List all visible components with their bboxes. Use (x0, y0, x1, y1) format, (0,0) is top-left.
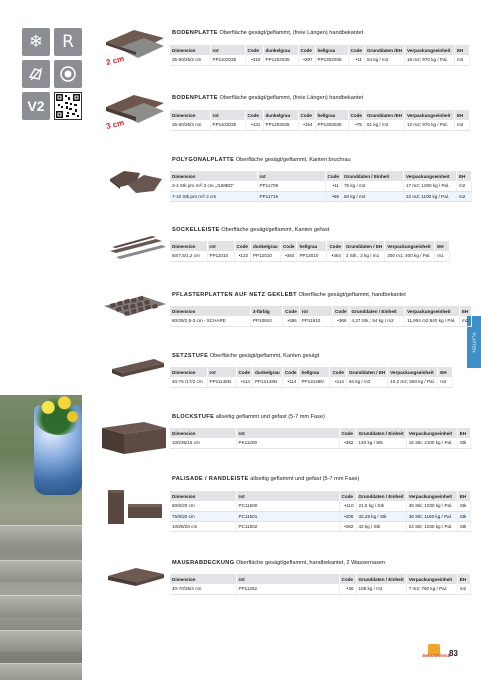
slab-image (106, 167, 164, 197)
table-cell: PP12010 (250, 251, 280, 261)
table-cell: •36 (339, 584, 356, 594)
product-subtitle: Oberfläche gesägt/geflammt, Kanten gefast (221, 227, 330, 233)
table-cell: PP1102035 (210, 55, 245, 65)
column-header: Dimension (170, 367, 207, 377)
table-cell: 12 m2; 970 kg / Pal. (404, 120, 454, 130)
product-title: PFLASTERPLATTEN AUF NETZ GEKLEBT (172, 292, 297, 298)
column-header: rot (299, 306, 332, 316)
column-header: Code (282, 367, 298, 377)
spec-table (170, 574, 471, 595)
column-header: rot (210, 110, 245, 120)
table-cell: 48 Stk; 1030 kg / Pal. (406, 501, 457, 511)
spec-table (170, 171, 472, 202)
column-header: Verpackungseinheit (405, 306, 460, 316)
column-header: Code (283, 306, 299, 316)
table-cell: •114 (282, 377, 298, 387)
product-subtitle: Oberfläche gesägt/geflammt, Kanten gesägt (209, 353, 320, 359)
table-cell: 15 Stk; 2100 kg / Pal. (406, 438, 457, 448)
table-cell: 32,25 kg / Stk (356, 511, 406, 521)
hand-care-icon (22, 60, 50, 88)
product-subtitle: Oberfläche gesägt/geflammt, (freie Längen) handbekantet (219, 30, 364, 36)
table-cell: 60/39/2,5-3 cm - SCHARE (170, 316, 250, 326)
table-cell: •131 (245, 120, 263, 130)
column-header: EH (438, 367, 453, 377)
table-cell: 3-4 Stk.pro m²/ 3 cm „JUMBO“ (170, 181, 257, 191)
table-cell: m1 (435, 251, 450, 261)
table-cell: •11 (325, 181, 341, 191)
table-cell: m2 (457, 584, 470, 594)
table-cell: 54 kg / m2 (346, 377, 387, 387)
column-header: Verpackungseinheit (406, 428, 457, 438)
column-header: Verpackungseinheit (404, 110, 454, 120)
table-cell: 18 m2; 970 kg / Pal. (404, 55, 454, 65)
product-title: SETZSTUFE (172, 353, 209, 359)
column-header: rot (257, 171, 325, 181)
column-header: Code (245, 45, 263, 55)
table-cell: PP11910 (299, 316, 332, 326)
column-header: rot (236, 428, 339, 438)
table-row (170, 55, 469, 65)
slab-image (110, 357, 166, 381)
column-header: Grunddaten / Einheit (356, 491, 406, 501)
table-row (170, 438, 470, 448)
table-cell: 76 kg / m2 (341, 181, 403, 191)
table-row (170, 191, 471, 201)
table-cell: 17 m2; 1290 kg / Pal. (403, 181, 456, 191)
spec-table (170, 491, 471, 532)
table-cell: 35-60/35/2 cm (170, 55, 210, 65)
table-row (170, 181, 471, 191)
product-heading (172, 292, 406, 298)
table-cell: 11,904 m2;640 kg / Pal. (405, 316, 460, 326)
table-cell: m2 (456, 191, 471, 201)
column-header: EH (457, 574, 470, 584)
column-header: Code (348, 45, 364, 55)
product-heading (172, 353, 319, 359)
column-header: Grunddaten /EH (364, 110, 404, 120)
table-cell: •319 (245, 55, 263, 65)
product-heading (172, 30, 363, 36)
product-title: BODENPLATTE (172, 30, 218, 36)
column-header: Grunddaten / Einheit (356, 574, 406, 584)
table-cell: •59 (325, 191, 341, 201)
column-header: rot (236, 491, 339, 501)
column-header: Code (325, 171, 341, 181)
table-cell: 2 Stk.; 2 kg / m1 (343, 251, 384, 261)
column-header: Grunddaten /EH (364, 45, 404, 55)
table-cell: m2 (454, 55, 469, 65)
section-tab[interactable]: PLATTEN (467, 316, 481, 368)
column-header: EH (435, 241, 450, 251)
table-row (170, 251, 450, 261)
table-cell: 22 m2; 1100 kg / Pal. (403, 191, 456, 201)
table-cell: 10,2 m2; 550 kg / Pal. (388, 377, 438, 387)
table-row (170, 521, 470, 531)
table-cell: PP12148N (252, 377, 282, 387)
column-header: hellgrau (297, 241, 327, 251)
table-cell: m2 (454, 120, 469, 130)
column-header: dunkelgrau (263, 45, 298, 55)
column-header: 3-färbig (250, 306, 282, 316)
column-header: Code (280, 241, 296, 251)
spec-table (170, 306, 472, 327)
table-cell: PP13148N (299, 377, 330, 387)
table-cell: PP1302035 (315, 55, 348, 65)
column-header: EH (459, 306, 471, 316)
table-cell: 4,27 Stk.; 54 kg / m2 (349, 316, 405, 326)
table-cell: PP11252 (236, 584, 339, 594)
column-header: Grunddaten / EH (343, 241, 384, 251)
table-cell: •11 (348, 55, 364, 65)
product-title: POLYGONALPLATTE (172, 157, 235, 163)
column-header: Dimension (170, 171, 257, 181)
column-header: EH (454, 45, 469, 55)
column-header: Verpackungseinheit (406, 574, 457, 584)
table-cell: PC11502 (236, 521, 339, 531)
product-title: PALISADE / RANDLEISTE (172, 476, 249, 482)
product-heading (172, 476, 359, 482)
page-number: 83 (449, 649, 458, 658)
column-header: Code (298, 110, 315, 120)
table-cell: m2 (456, 181, 471, 191)
product-title: BODENPLATTE (172, 95, 218, 101)
table-row (170, 584, 470, 594)
column-header: hellgrau (315, 45, 348, 55)
column-header: EH (457, 491, 470, 501)
column-header: Grunddaten / Einheit (349, 306, 405, 316)
garden-steps-photo (0, 395, 82, 680)
table-cell: 7-10 Stk.pro m²/ 2 cm (170, 191, 257, 201)
product-subtitle: Oberfläche gesägt/geflammt, (freie Längen) handbekantet (219, 95, 364, 101)
table-cell: 140 kg / Stk (356, 438, 406, 448)
table-cell: PP1103035 (210, 120, 245, 130)
column-header: hellgrau (299, 367, 330, 377)
spec-table (170, 241, 450, 262)
column-header: Dimension (170, 241, 207, 251)
slab-image (102, 294, 168, 328)
column-header: Grunddaten / Einheit (341, 171, 403, 181)
product-subtitle: allseitig geflammt und gefast (5-7 mm Fase) (215, 414, 325, 420)
thickness-badge: 2 cm (105, 53, 126, 68)
column-header: Verpackungseinheit (404, 45, 454, 55)
column-header: Code (298, 45, 315, 55)
table-cell: 35-60/35/3 cm (170, 120, 210, 130)
column-header: EH (457, 428, 470, 438)
table-cell: PP11719 (257, 191, 325, 201)
table-cell: 108 kg / m2 (356, 584, 406, 594)
product-heading (172, 414, 325, 420)
spec-table (170, 428, 471, 449)
table-row (170, 316, 472, 326)
product-heading (172, 227, 329, 233)
table-cell: •382 (339, 521, 356, 531)
table-cell: 36 Stk; 1160 kg / Pal. (406, 511, 457, 521)
spec-table (170, 367, 453, 388)
table-cell: PP1303035 (315, 120, 348, 130)
table-cell: •206 (339, 511, 356, 521)
table-cell: 21,5 kg / Stk (356, 501, 406, 511)
table-cell: PC11500 (236, 501, 339, 511)
table-cell: 50/7,5/1,2 cm (170, 251, 207, 261)
column-header: Code (348, 110, 364, 120)
slab-image (104, 486, 164, 526)
product-title: BLOCKSTUFE (172, 414, 215, 420)
column-header: Code (245, 110, 263, 120)
column-header: Dimension (170, 428, 236, 438)
thickness-badge: 3 cm (105, 117, 126, 132)
column-header: Code (236, 367, 252, 377)
table-row (170, 120, 469, 130)
column-header: rot (236, 574, 339, 584)
table-cell: 50/8/20 cm (170, 501, 236, 511)
table-cell: •364 (327, 251, 343, 261)
product-title: SOCKELLEISTE (172, 227, 220, 233)
column-header: Code (339, 428, 356, 438)
column-header: Grunddaten / Einheit (356, 428, 406, 438)
table-cell: •75 (348, 120, 364, 130)
table-cell: •114 (330, 377, 346, 387)
table-cell: Stk (457, 501, 470, 511)
column-header: Verpackungseinheit (388, 367, 438, 377)
table-row (170, 377, 453, 387)
column-header: Verpackungseinheit (406, 491, 457, 501)
table-cell: PP13010 (297, 251, 327, 261)
column-header: Code (327, 241, 343, 251)
column-header: EH (456, 171, 471, 181)
table-cell: PP1202035 (263, 55, 298, 65)
table-cell: •366 (333, 316, 349, 326)
table-row (170, 501, 470, 511)
product-subtitle: Oberfläche gesägt/geflammt, handbekantet, 2 Wassernasen (236, 560, 386, 566)
table-cell: •110 (339, 501, 356, 511)
column-header: dunkelgrau (263, 110, 298, 120)
column-header: Dimension (170, 306, 250, 316)
column-header: Verpackungseinheit (403, 171, 456, 181)
table-cell: •297 (298, 55, 315, 65)
column-header: Code (339, 574, 356, 584)
table-cell: 50 kg / m2 (341, 191, 403, 201)
snowflake-icon: ❄ (22, 28, 50, 56)
column-header: Verpackungseinheit (385, 241, 435, 251)
table-cell: 40-75 /17/2 cm (170, 377, 207, 387)
table-cell: PP11010 (207, 251, 234, 261)
product-heading (172, 95, 363, 101)
table-cell: •352 (339, 438, 356, 448)
column-header: Dimension (170, 491, 236, 501)
column-header: Grunddaten / EH (346, 367, 387, 377)
table-cell: 54 kg / m2 (364, 55, 404, 65)
table-cell: Stk (457, 521, 470, 531)
table-cell: 24 Stk; 1030 kg / Pal. (406, 521, 457, 531)
table-cell: 100/35/15 cm (170, 438, 236, 448)
table-cell: PP10910 (250, 316, 282, 326)
column-header: Dimension (170, 574, 236, 584)
slip-resistance-icon: R (54, 28, 82, 56)
table-cell: 100/8/20 cm (170, 521, 236, 531)
table-cell: •114 (236, 377, 252, 387)
qr-code-icon[interactable] (54, 92, 82, 120)
table-cell: m2 (438, 377, 453, 387)
table-cell: Stk (457, 511, 470, 521)
column-header: rot (210, 45, 245, 55)
table-cell: 7 m2; 760 kg / Pal. (406, 584, 457, 594)
column-header: rot (207, 241, 234, 251)
product-subtitle: Oberfläche gesägt/geflammt, Kanten bruchrau (235, 157, 351, 163)
column-header: Code (330, 367, 346, 377)
column-header: EH (454, 110, 469, 120)
table-cell: PC11501 (236, 511, 339, 521)
column-header: hellgrau (315, 110, 348, 120)
column-header: dunkelgrau (250, 241, 280, 251)
product-heading (172, 560, 385, 566)
table-cell: 200 m1; 400 kg / Pal. (385, 251, 435, 261)
slab-image (106, 233, 168, 261)
table-cell: PP1203035 (263, 120, 298, 130)
table-cell: 81 kg / m2 (364, 120, 404, 130)
table-cell: m2 (459, 316, 471, 326)
column-header: Code (234, 241, 250, 251)
column-header: Dimension (170, 110, 210, 120)
load-circle-icon (54, 60, 82, 88)
table-cell: •366 (283, 316, 299, 326)
table-cell: PP11148N (207, 377, 236, 387)
product-heading (172, 157, 351, 163)
table-cell: 75/8/20 cm (170, 511, 236, 521)
v2-badge-icon: V2 (22, 92, 50, 120)
slab-image (100, 420, 168, 456)
table-cell: PK11200 (236, 438, 339, 448)
product-title: MAUERABDECKUNG (172, 560, 235, 566)
product-subtitle: allseitig geflammt und gefast (5-7 mm Fase) (250, 476, 360, 482)
brand-logo: Semmelrock (422, 644, 446, 662)
product-subtitle: Oberfläche gesägt/geflammt, handbekantet (298, 292, 406, 298)
table-cell: •154 (298, 120, 315, 130)
spec-table (170, 110, 470, 131)
table-cell: •364 (280, 251, 296, 261)
column-header: Code (339, 491, 356, 501)
column-header: Code (333, 306, 349, 316)
table-cell: PP11709 (257, 181, 325, 191)
spec-table (170, 45, 470, 66)
column-header: rot (207, 367, 236, 377)
table-cell: Stk (457, 438, 470, 448)
slab-image (106, 564, 166, 596)
table-row (170, 511, 470, 521)
table-cell: 43 kg / Stk (356, 521, 406, 531)
table-cell: •123 (234, 251, 250, 261)
table-cell: 40-70/35/4 cm (170, 584, 236, 594)
column-header: Dimension (170, 45, 210, 55)
column-header: dunkelgrau (252, 367, 282, 377)
